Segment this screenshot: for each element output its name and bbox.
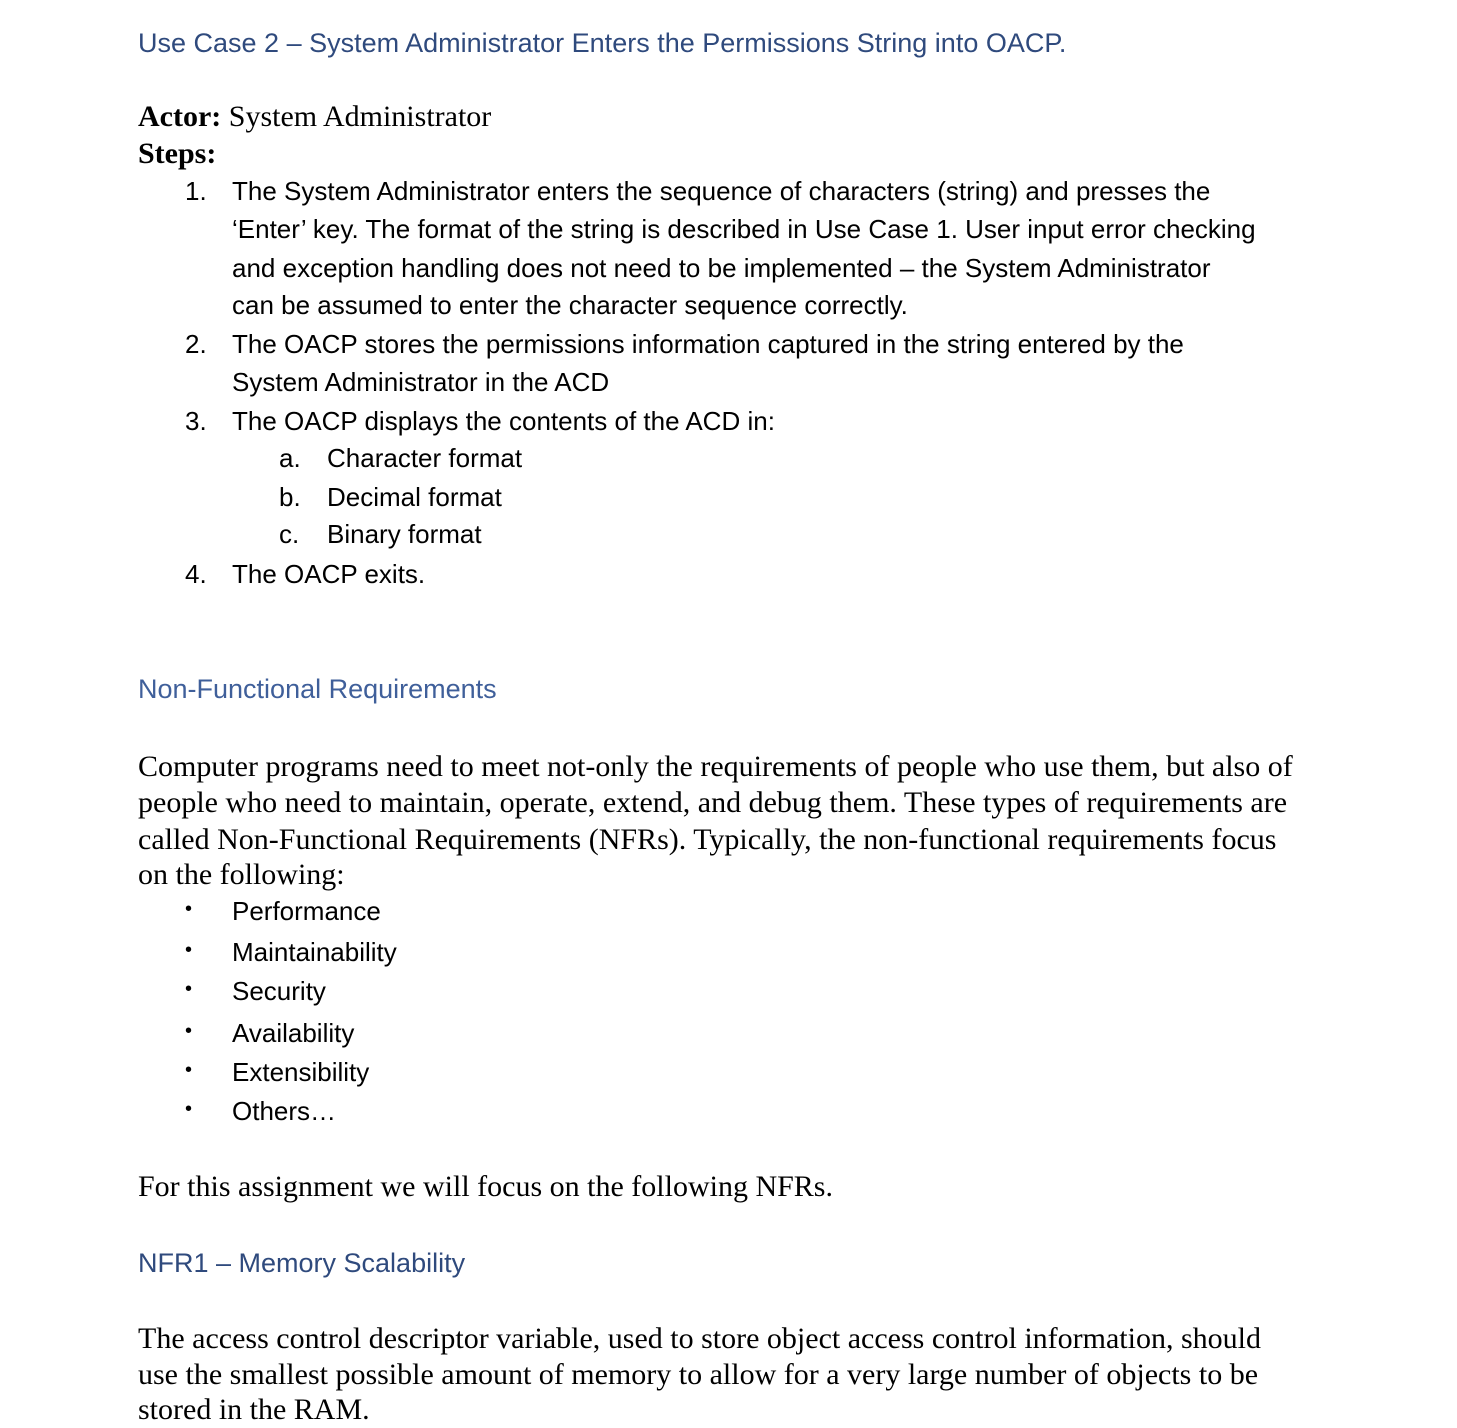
nfr1-line-1: The access control descriptor variable, used to store object access control information, should <box>138 1322 1261 1355</box>
step-line: The OACP stores the permissions information captured in the string entered by the <box>232 329 1184 359</box>
nfr1-line-2: use the smallest possible amount of memory to allow for a very large number of objects to be <box>138 1358 1259 1391</box>
steps-label: Steps: <box>138 137 217 170</box>
step-line: The OACP displays the contents of the ACD in: <box>232 406 775 436</box>
substep-text: Character format <box>327 443 523 473</box>
nfr-intro-line-2: people who need to maintain, operate, extend, and debug them. These types of requirements are <box>138 786 1288 819</box>
nfr-intro-line-1: Computer programs need to meet not-only the requirements of people who use them, but also of <box>138 750 1293 783</box>
substep-text: Decimal format <box>327 482 502 512</box>
step-number: 2. <box>185 329 207 359</box>
bullet-icon: • <box>185 978 193 1000</box>
step-line: The System Administrator enters the sequence of characters (string) and presses the <box>232 176 1211 206</box>
substep-text: Binary format <box>327 519 482 549</box>
actor-line <box>138 99 491 135</box>
actor-label: Actor: <box>138 100 222 133</box>
bullet-icon: • <box>185 898 193 920</box>
actor-value: System Administrator <box>228 100 492 133</box>
substep-letter: c. <box>279 519 300 549</box>
step-number: 1. <box>185 176 207 206</box>
nfr1-line-3: stored in the RAM. <box>138 1393 370 1426</box>
bullet-icon: • <box>185 1098 193 1120</box>
step-number: 3. <box>185 406 207 436</box>
nfr-intro-line-4: on the following: <box>138 858 345 891</box>
bullet-icon: • <box>185 939 193 961</box>
step-number: 4. <box>185 559 207 589</box>
nfr-heading: Non-Functional Requirements <box>138 674 497 704</box>
nfr1-heading: NFR1 – Memory Scalability <box>138 1248 466 1278</box>
substep-letter: a. <box>279 443 301 473</box>
nfr-intro-line-3: called Non-Functional Requirements (NFRs). Typically, the non-functional requirements focus <box>138 823 1277 856</box>
substep-letter: b. <box>279 482 301 512</box>
use-case-heading: Use Case 2 – System Administrator Enters the Permissions String into OACP. <box>138 28 1067 58</box>
step-line: The OACP exits. <box>232 559 426 589</box>
bullet-icon: • <box>185 1020 193 1042</box>
bullet-icon: • <box>185 1059 193 1081</box>
nfr-focus-text: For this assignment we will focus on the following NFRs. <box>138 1170 833 1203</box>
